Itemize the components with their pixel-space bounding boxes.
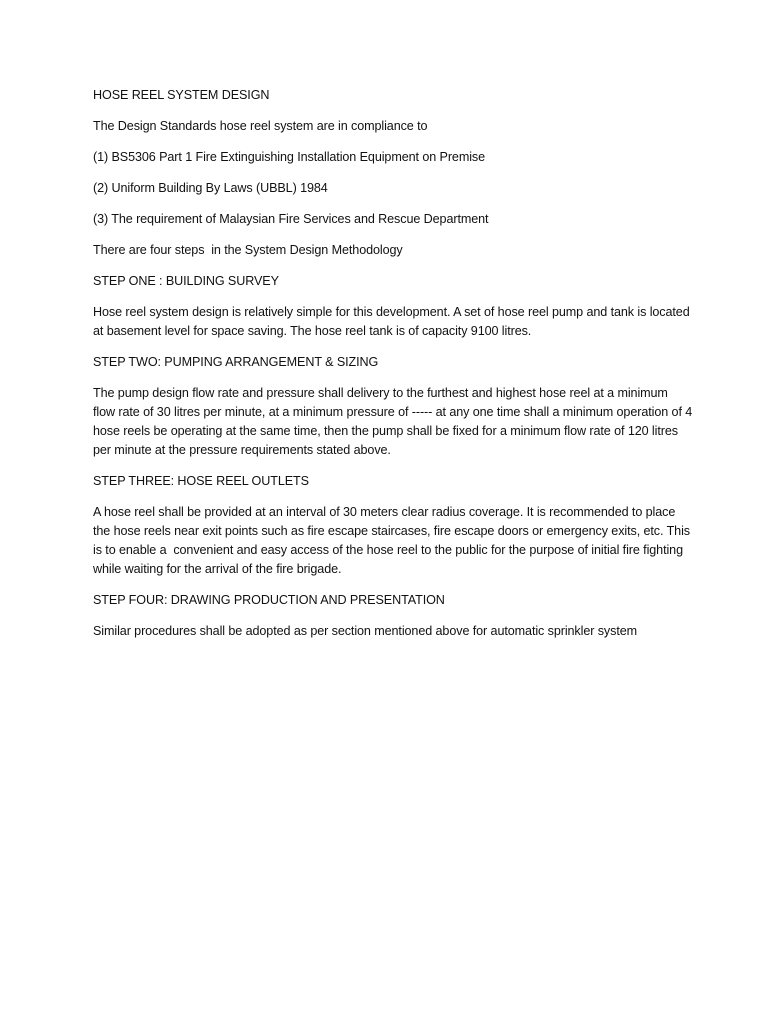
step-three-body: A hose reel shall be provided at an interval of 30 meters clear radius coverage. It is recommended to place the hose reels near exit points such as fire escape staircases, fire escape doors or emergency exits, etc. This is to enable a convenient and easy access of the hose reel to the public for the purpose of initial fire fighting while waiting for the arrival of the fire brigade. — [93, 505, 694, 576]
step-two-body: The pump design flow rate and pressure shall delivery to the furthest and highest hose reel at a minimum flow rate of 30 litres per minute, at a minimum pressure of ----- at any one time shall a minimum operation of 4 hose reels be operating at the same time, then the pump shall be fixed for a minimum flow rate of 120 litres per minute at the pressure requirements stated above. — [93, 386, 696, 457]
standard-item-3: (3) The requirement of Malaysian Fire Services and Rescue Department — [93, 212, 489, 226]
methodology-intro: There are four steps in the System Design Methodology — [93, 243, 403, 257]
document-page — [93, 86, 696, 653]
standard-item-2: (2) Uniform Building By Laws (UBBL) 1984 — [93, 181, 328, 195]
step-four-heading: STEP FOUR: DRAWING PRODUCTION AND PRESENTATION — [93, 593, 445, 607]
intro-paragraph: The Design Standards hose reel system are in compliance to — [93, 119, 428, 133]
step-four-body: Similar procedures shall be adopted as per section mentioned above for automatic sprinkler system — [93, 624, 638, 638]
step-three-heading: STEP THREE: HOSE REEL OUTLETS — [93, 474, 309, 488]
step-one-body: Hose reel system design is relatively simple for this development. A set of hose reel pump and tank is located at basement level for space saving. The hose reel tank is of capacity 9100 litres. — [93, 305, 694, 338]
step-two-heading: STEP TWO: PUMPING ARRANGEMENT & SIZING — [93, 355, 379, 369]
standard-item-1: (1) BS5306 Part 1 Fire Extinguishing Installation Equipment on Premise — [93, 150, 486, 164]
document-title: HOSE REEL SYSTEM DESIGN — [93, 88, 270, 102]
step-one-heading: STEP ONE : BUILDING SURVEY — [93, 274, 279, 288]
